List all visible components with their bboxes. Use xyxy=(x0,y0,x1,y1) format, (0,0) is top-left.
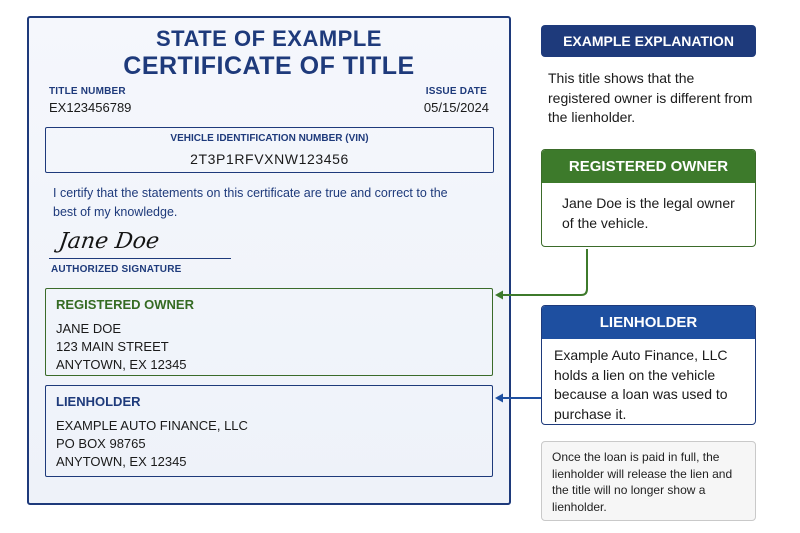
owner-city: ANYTOWN, EX 12345 xyxy=(56,357,187,372)
title-number-label: TITLE NUMBER xyxy=(49,86,126,97)
vin-label: VEHICLE IDENTIFICATION NUMBER (VIN) xyxy=(170,133,369,144)
lienholder-callout-heading: LIENHOLDER xyxy=(542,306,755,339)
lienholder-callout-body: Example Auto Finance, LLC holds a lien on the vehicle because a loan was used to purchase it. xyxy=(554,347,728,422)
issue-date-label: ISSUE DATE xyxy=(425,86,487,97)
registered-owner-box xyxy=(45,288,493,376)
lienholder-heading: LIENHOLDER xyxy=(56,394,141,409)
vin-value: 2T3P1RFVXNW123456 xyxy=(190,151,349,167)
issue-date-value: 05/15/2024 xyxy=(423,100,489,115)
title-number-value: EX123456789 xyxy=(49,100,132,115)
explanation-intro: This title shows that the registered owner is different from the lienholder. xyxy=(548,70,753,125)
owner-connector-arrow xyxy=(502,249,587,295)
registered-owner-callout-heading: REGISTERED OWNER xyxy=(542,150,755,183)
signature-line xyxy=(49,258,231,259)
lienholder-box xyxy=(45,385,493,477)
registered-owner-callout-body: Jane Doe is the legal owner of the vehicle. xyxy=(562,195,735,231)
owner-street: 123 MAIN STREET xyxy=(56,339,169,354)
registered-owner-callout xyxy=(541,149,756,247)
certificate-title: CERTIFICATE OF TITLE xyxy=(123,52,415,80)
signature: Jane Doe xyxy=(57,229,161,254)
owner-name: JANE DOE xyxy=(56,321,122,336)
lienholder-callout xyxy=(541,305,756,425)
vin-box xyxy=(45,127,494,173)
certification-statement: I certify that the statements on this certificate are true and correct to the best of my knowledge. xyxy=(53,186,448,219)
lienholder-po-box: PO BOX 98765 xyxy=(56,436,146,451)
signature-label: AUTHORIZED SIGNATURE xyxy=(51,264,182,275)
explanation-header: EXAMPLE EXPLANATION xyxy=(541,25,756,57)
lienholder-name: EXAMPLE AUTO FINANCE, LLC xyxy=(56,418,248,433)
lienholder-city: ANYTOWN, EX 12345 xyxy=(56,454,187,469)
registered-owner-heading: REGISTERED OWNER xyxy=(56,297,194,312)
state-name: STATE OF EXAMPLE xyxy=(156,26,382,51)
certificate-of-title xyxy=(27,16,511,505)
lien-release-note: Once the loan is paid in full, the lienholder will release the lien and the title will no longer show a lienholder. xyxy=(541,441,756,521)
